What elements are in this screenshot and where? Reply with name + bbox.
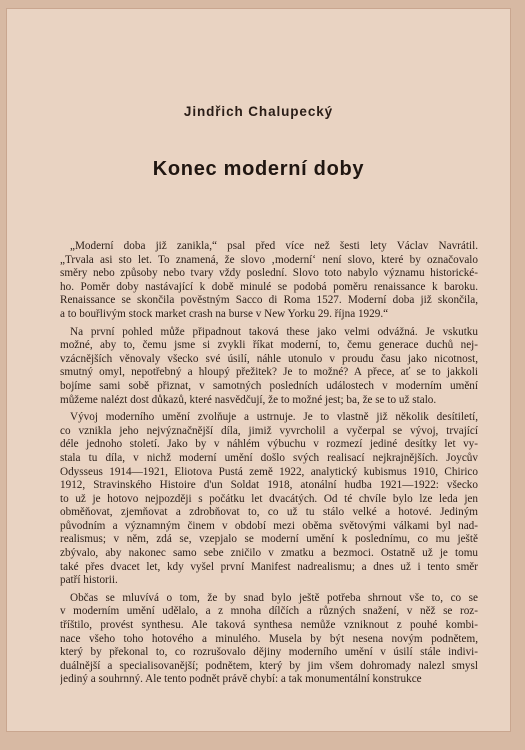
text-line: Renaissance se skončila pověstným Sacco di Roma 1527. Moderní doba již skončila, [60,294,478,307]
text-line: nace všeho toho hotového a minulého. Musela by být nesena novým podnětem, [60,632,478,645]
text-line: zbývalo, aby nakonec samo sebe zničilo v zmatku a bezmoci. Ostatně už je tomu [60,547,478,560]
text-line: Občas se mluvívá o tom, že by snad bylo ještě potřeba shrnout vše to, co se [70,591,478,604]
text-line: „Trvala asi sto let. To znamená, že slovo ‚moderní‘ není slovo, které by označovalo [60,253,478,266]
text-line: a to bouřlivým stock market crash na burse v New Yorku 29. října 1929.“ [60,307,389,320]
text-line: 1912, Stravinského Histoire d'un Soldat 1918, atonální hudba 1921—1922: všecko [60,479,478,492]
text-line: jediný a souhrnný. Ale tento podnět právě chybí: a tak monumentální konstrukce [60,673,422,686]
text-line: který by překonal to, co rozrušovalo dějiny moderního umění v úsilí stále indivi- [60,646,478,659]
author-name: Jindřich Chalupecký [183,104,334,119]
text-line: obměňovat, zjemňovat a zdrobňovat to, co už tu stálo velké a hotové. Jediným [60,506,478,519]
text-line: můžeme nalézt dost důkazů, které nasvědčují, že to možné jest; ba, že se to už stalo. [60,393,437,406]
text-line: také přes dvacet let, kdy vyšel první Manifest nadrealismu; a dnes už i tento směr [60,560,478,573]
text-line: vzácnějších věnovaly všecko své úsilí, náhle utonulo v proudu času jako nicotnost, [60,352,478,365]
paragraph [60,411,478,588]
text-line: tříštilo, provést synthesu. Ale taková synthesa nemůže vzniknout z pouhé kombi- [60,619,478,632]
paragraph [60,326,478,408]
text-line: co vznikla jeho nejvýznačnější díla, jimiž vyvrcholil a vyčerpal se vývoj, trvající [60,424,478,437]
text-line: možné, aby to, čemu jsme si zvykli říkat moderní, to, čemu generace duchů nej- [60,339,478,352]
text-line: smutný omyl, nepotřebný a hloupý přežitek? Je to možné? A přece, ať se to jakkoli [60,366,478,379]
text-line: „Moderní doba již zanikla,“ psal před více než šesti lety Václav Navrátil. [70,240,478,252]
text-line: stala tu díla, v nichž moderní umění došlo svých realisací nejkrajnějších. Joycův [60,451,478,464]
text-line: bojíme sami sobě přiznat, v samotných posledních událostech v moderním umění [60,379,478,392]
text-line: duálnější a specialisovanější; podnětem, který by jim všem dohromady nalezl smysl [60,659,478,672]
text-line: původním a významným činem v období mezi oběma světovými válkami byl nad- [60,519,478,532]
text-line: déle jednoho století. Jako by v náhlém výbuchu v rozmezí jediné desítky let vy- [60,438,478,451]
paragraph [60,592,478,687]
chapter-title: Konec moderní doby [152,158,365,180]
paragraph [60,240,478,322]
text-line: v moderním umění udělalo, a z mnoha dílčích a různých snažení, v něž se roz- [60,605,478,618]
text-line: Na první pohled může připadnout taková these jako velmi odvážná. Je vskutku [70,325,478,338]
article-body [60,240,478,687]
text-line: realismus; v něm, zdá se, vzepjalo se moderní umění k poslednímu, co mu ještě [60,533,478,546]
text-line: směry nebo způsoby nebo tvary vždy poslední. Slovo toto nabylo významu historické- [60,267,478,280]
text-line: Vývoj moderního umění zvolňuje a ustrnuje. Je to vlastně již několik desítiletí, [70,411,478,424]
text-line: patří historii. [60,574,118,587]
text-line: ho. Poměr doby nastávající k době minulé se podobá poměru renaissance k baroku. [60,280,478,293]
text-line: Odysseus 1914—1921, Eliotova Pustá země 1922, analytický kubismus 1910, Chirico [60,465,478,478]
text-line: to už je hotovo nejpozději s počátku let dvacátých. Od té chvíle bylo lze leda jen [60,492,478,505]
book-page [6,8,511,732]
